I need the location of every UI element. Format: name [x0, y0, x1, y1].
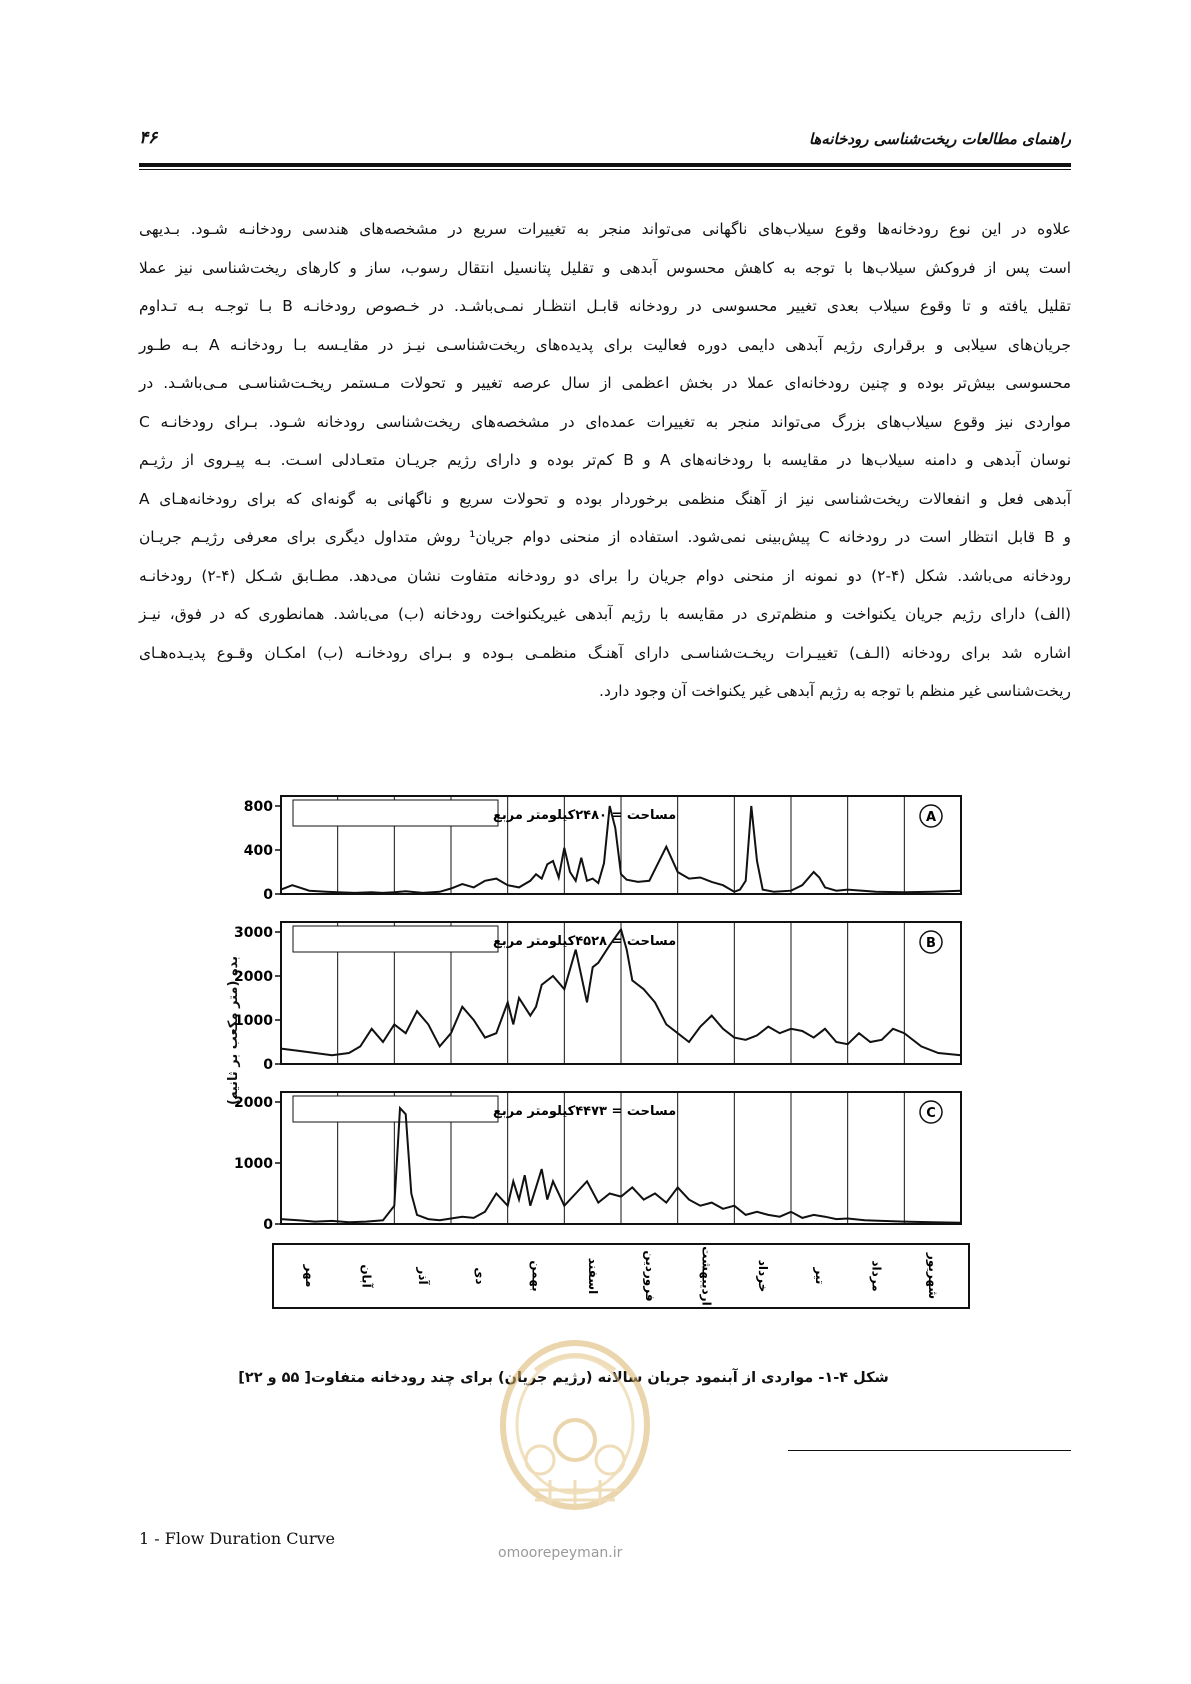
- y-tick-label: 1000: [234, 1156, 273, 1172]
- area-label-box: [293, 800, 498, 826]
- body-line: نوسان آبدهی و دامنه سیلاب‌ها در مقایسه با رودخانه‌های A و B کم‌تر بوده و دارای رژیم جریـان متعـادلی اسـت. بـه پیـروی از رژیـم: [139, 451, 1071, 469]
- y-tick-label: 400: [243, 843, 273, 859]
- body-line: و B قابل انتظار است در رودخانه C پیش‌بینی نمی‌شود. استفاده از منحنی دوام جریان¹ روش متداول دیگری برای معرفی رژیـم جریـان: [139, 528, 1071, 546]
- y-tick-label: 3000: [234, 925, 273, 941]
- panel-badge-label: A: [925, 810, 937, 825]
- area-label-box: [293, 926, 498, 952]
- area-label: مساحت = ۴۴۷۳کیلومتر مربع: [493, 1104, 677, 1119]
- header-rule-thin: [139, 169, 1071, 170]
- month-label: شهریور: [926, 1252, 941, 1300]
- figure-caption: شکل ۴-۱- مواردی از آبنمود جریان سالانه (رژیم جریان) برای چند رودخانه متفاوت[ ۵۵ و ۲۲]: [238, 1370, 889, 1386]
- body-line: رودخانه می‌باشد. شکل (۴-۲) دو نمونه از منحنی دوام جریان را برای دو رودخانه متفاوت نشان می‌دهد. مطـابق شـکل (۴-۲) رودخانـه: [139, 566, 1071, 585]
- panel-badge-label: B: [926, 936, 936, 951]
- month-label: آذر: [416, 1267, 431, 1285]
- y-axis-label: بده (متر مکعب بر ثانیه): [226, 955, 241, 1105]
- y-tick-label: 0: [263, 887, 273, 903]
- y-tick-label: 0: [263, 1217, 273, 1233]
- hydrograph-chart: [201, 792, 1021, 1352]
- month-label: اسفند: [586, 1257, 601, 1295]
- body-line: محسوسی بیش‌تر بوده و چنین رودخانه‌ای عملا در بخش اعظمی از سال عرصه تغییر و تحولات مـستمر ریخـت‌شناسـی مـی‌باشـد. در: [139, 374, 1071, 392]
- body-line: است پس از فروکش سیلاب‌ها با توجه به کاهش محسوس آبدهی و تقلیل پتانسیل انتقال رسوب، ساز و کارهای ریخت‌شناسی نیز عملا: [139, 258, 1071, 277]
- footnote-rule: [788, 1450, 1071, 1451]
- month-label: تیر: [812, 1267, 827, 1285]
- body-line: اشاره شد برای رودخانه (الـف) تغییـرات ریخـت‌شناسـی دارای آهنـگ منظمـی بـوده و بـرای رودخانـه (ب) امکـان وقـوع پدیـده‌هـای: [139, 643, 1071, 662]
- body-line: آبدهی فعل و انفعالات ریخت‌شناسی نیز از آهنگ منظمی برخوردار بوده و تحولات سریع و ناگهانی به گونه‌ای که برای رودخانه‌هـای A: [139, 489, 1071, 508]
- body-line: مواردی نیز وقوع سیلاب‌های بزرگ می‌تواند منجر به تغییرات عمده‌ای در مشخصه‌های ریخت‌شناسی رودخانه شـود. بـرای رودخانـه C: [139, 412, 1071, 431]
- month-label: بهمن: [529, 1260, 544, 1292]
- area-label-box: [293, 1096, 498, 1122]
- body-paragraph: [139, 210, 1071, 711]
- watermark-url: omoorepeyman.ir: [498, 1545, 623, 1561]
- y-tick-label: 2000: [234, 969, 273, 985]
- watermark-seal-icon: [490, 1330, 660, 1560]
- body-line: (الف) دارای رژیم جریان یکنواخت و منظم‌تری در مقایسه با رژیم آبدهی غیریکنواخت رودخانه (ب) می‌باشد. همانطوری که در فوق، نیـز: [139, 605, 1071, 623]
- month-axis-box: [273, 1244, 969, 1308]
- footnote: 1 - Flow Duration Curve: [139, 1529, 335, 1548]
- month-label: فروردین: [642, 1250, 657, 1302]
- month-label: مهر: [302, 1264, 317, 1288]
- month-label: مرداد: [869, 1260, 884, 1292]
- area-label: مساحت = ۲۴۸۰کیلومتر مربع: [493, 808, 677, 823]
- month-label: آبان: [359, 1264, 374, 1288]
- y-tick-label: 2000: [234, 1095, 273, 1111]
- body-line: علاوه در این نوع رودخانه‌ها وقوع سیلاب‌های ناگهانی می‌تواند منجر به تغییرات سریع در مشخصه‌های هندسی رودخانـه شـود. بـدیهی: [139, 220, 1071, 238]
- month-label: خرداد: [756, 1259, 771, 1293]
- body-line: ریخت‌شناسی غیر منظم با توجه به رژیم آبدهی غیر یکنواخت آن وجود دارد.: [599, 682, 1071, 700]
- month-label: دی: [472, 1267, 487, 1285]
- y-tick-label: 800: [243, 799, 273, 815]
- y-tick-label: 1000: [234, 1013, 273, 1029]
- month-label: اردیبهشت: [699, 1246, 714, 1306]
- body-line: تقلیل یافته و تا وقوع سیلاب بعدی تغییر محسوسی در رودخانه قابـل انتظـار نمـی‌باشـد. در خـصوص رودخانـه B بـا توجـه بـه تـداوم: [139, 297, 1072, 315]
- panel-badge-label: C: [926, 1106, 936, 1121]
- page-number: ۴۶: [139, 128, 158, 148]
- area-label: مساحت = ۴۵۲۸کیلومتر مربع: [493, 934, 677, 949]
- body-line: جریان‌های سیلابی و برقراری رژیم آبدهی دایمی دوره فعالیت برای پدیده‌های ریخت‌شناسـی نیـز در مقایـسه بـا رودخانـه A بـه طـور: [139, 335, 1071, 354]
- header-rule-thick: [139, 163, 1071, 167]
- y-tick-label: 0: [263, 1057, 273, 1073]
- running-title: راهنمای مطالعات ریخت‌شناسی رودخانه‌ها: [808, 130, 1071, 148]
